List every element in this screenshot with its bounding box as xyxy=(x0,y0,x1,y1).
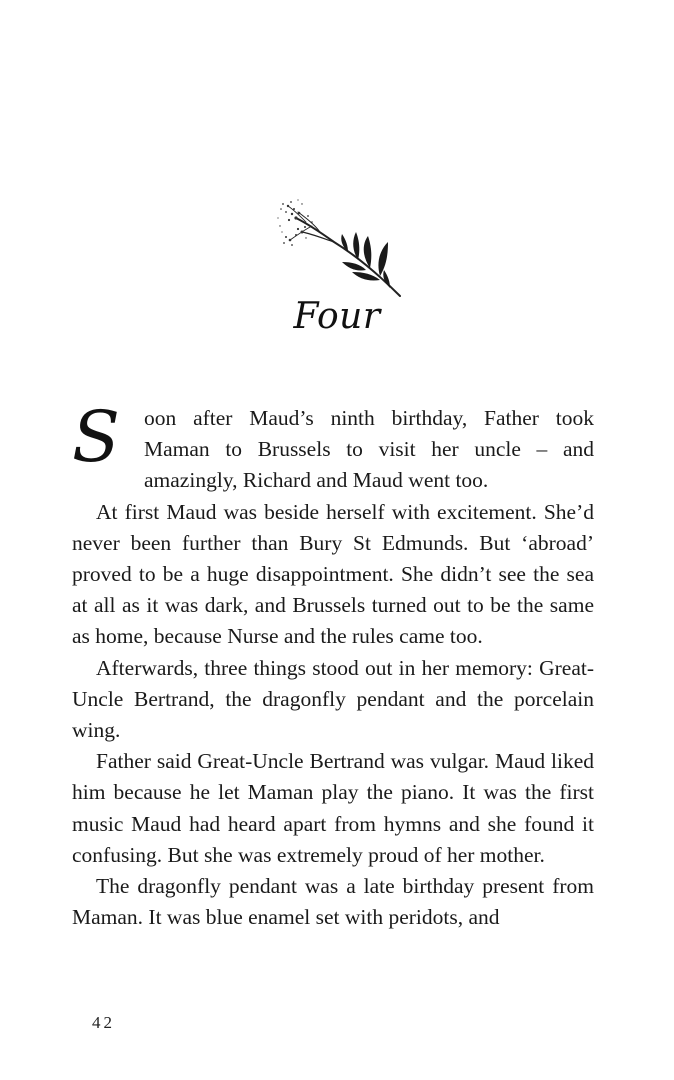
paragraph: Father said Great-Uncle Bertrand was vulgar. Maud liked him because he let Maman play the piano. It was the first music Maud had heard apart from hymns and she found it confusing. But she was extremely proud of her mother. xyxy=(72,749,594,867)
drop-cap: S xyxy=(72,396,120,478)
chapter-title: Four xyxy=(293,296,381,337)
body-text xyxy=(72,396,594,933)
paragraph xyxy=(72,396,594,497)
paragraph: The dragonfly pendant was a late birthday present from Maman. It was blue enamel set with peridots, and xyxy=(72,874,594,930)
paragraph-text: oon after Maud’s ninth birthday, Father took Maman to Brussels to visit her uncle – and amazingly, Richard and Maud went too. xyxy=(144,406,594,493)
sprig-icon xyxy=(272,196,408,304)
page-number: 42 xyxy=(92,1013,115,1032)
paragraph: At first Maud was beside herself with excitement. She’d never been further than Bury St Edmunds. But ‘abroad’ proved to be a huge disappointment. She didn’t see the sea at all as it was dark, and Brussels turned out to be the same as home, because Nurse and the rules came too. xyxy=(72,499,594,649)
paragraph: Afterwards, three things stood out in her memory: Great-Uncle Bertrand, the dragonfly pendant and the porcelain wing. xyxy=(72,655,594,743)
